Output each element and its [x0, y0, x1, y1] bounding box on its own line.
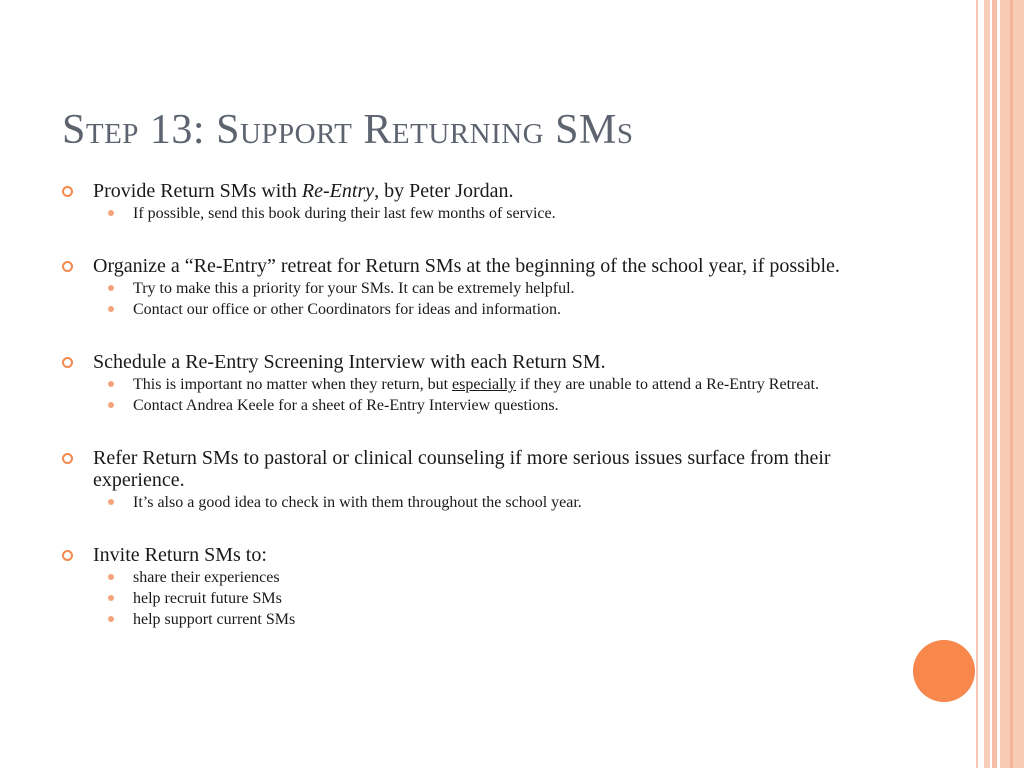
sub-bullet-text: Try to make this a priority for your SMs. It can be extremely helpful. — [133, 280, 575, 297]
slide-title: Step 13: Support Returning SMs — [62, 107, 634, 153]
dot-bullet-icon — [108, 595, 114, 601]
bullet-text-post: , by Peter Jordan. — [374, 180, 514, 202]
sub-bullet-text: Contact our office or other Coordinators for ideas and information. — [133, 301, 562, 318]
bullet-item — [60, 351, 860, 373]
bullet-text: Refer Return SMs to pastoral or clinical counseling if more serious issues surface from their experience. — [93, 447, 831, 491]
sub-bullet-item — [60, 397, 860, 415]
ring-bullet-icon — [62, 357, 73, 368]
sub-bullet-text: help support current SMs — [133, 611, 296, 628]
decor-stripe — [1010, 0, 1013, 768]
bullet-group — [60, 544, 860, 629]
slide-content — [60, 180, 860, 629]
bullet-item — [60, 255, 860, 277]
bullet-text: Schedule a Re-Entry Screening Interview with each Return SM. — [93, 351, 606, 373]
emphasis-text: especially — [452, 376, 517, 393]
sub-bullet-item — [60, 205, 860, 223]
decor-stripe — [984, 0, 990, 768]
sub-bullet-item — [60, 611, 860, 629]
sub-bullet-item — [60, 376, 860, 394]
bullet-item — [60, 447, 860, 491]
spacer — [60, 415, 860, 447]
bullet-group — [60, 180, 860, 223]
decor-stripe — [992, 0, 997, 768]
sub-bullet-item — [60, 280, 860, 298]
decor-circle — [913, 640, 975, 702]
dot-bullet-icon — [108, 381, 114, 387]
dot-bullet-icon — [108, 574, 114, 580]
sub-bullet-item — [60, 301, 860, 319]
sub-bullet-item — [60, 590, 860, 608]
bullet-text: Organize a “Re-Entry” retreat for Return SMs at the beginning of the school year, if possible. — [93, 255, 840, 277]
spacer — [60, 512, 860, 544]
bullet-text: Invite Return SMs to: — [93, 544, 267, 566]
ring-bullet-icon — [62, 186, 73, 197]
bullet-group — [60, 351, 860, 415]
ring-bullet-icon — [62, 261, 73, 272]
sub-bullet-text: If possible, send this book during their last few months of service. — [133, 205, 556, 222]
bullet-item — [60, 180, 860, 202]
sub-bullet-text: help recruit future SMs — [133, 590, 282, 607]
sub-bullet-text: share their experiences — [133, 569, 280, 586]
sub-bullet-item — [60, 569, 860, 587]
decor-stripe — [976, 0, 978, 768]
sub-bullet-item — [60, 494, 860, 512]
book-title: Re-Entry — [301, 180, 375, 202]
dot-bullet-icon — [108, 210, 114, 216]
bullet-text-pre: Provide Return SMs with — [93, 180, 302, 202]
bullet-item — [60, 544, 860, 566]
spacer — [60, 223, 860, 255]
ring-bullet-icon — [62, 550, 73, 561]
sub-bullet-text: It’s also a good idea to check in with them throughout the school year. — [133, 494, 582, 511]
spacer — [60, 319, 860, 351]
dot-bullet-icon — [108, 499, 114, 505]
dot-bullet-icon — [108, 402, 114, 408]
ring-bullet-icon — [62, 453, 73, 464]
bullet-group — [60, 447, 860, 512]
dot-bullet-icon — [108, 306, 114, 312]
dot-bullet-icon — [108, 285, 114, 291]
dot-bullet-icon — [108, 616, 114, 622]
sub-bullet-text-post: if they are unable to attend a Re-Entry Retreat. — [516, 376, 819, 393]
sub-bullet-text: Contact Andrea Keele for a sheet of Re-Entry Interview questions. — [133, 397, 559, 414]
sub-bullet-text-pre: This is important no matter when they return, but — [133, 376, 453, 393]
bullet-group — [60, 255, 860, 319]
